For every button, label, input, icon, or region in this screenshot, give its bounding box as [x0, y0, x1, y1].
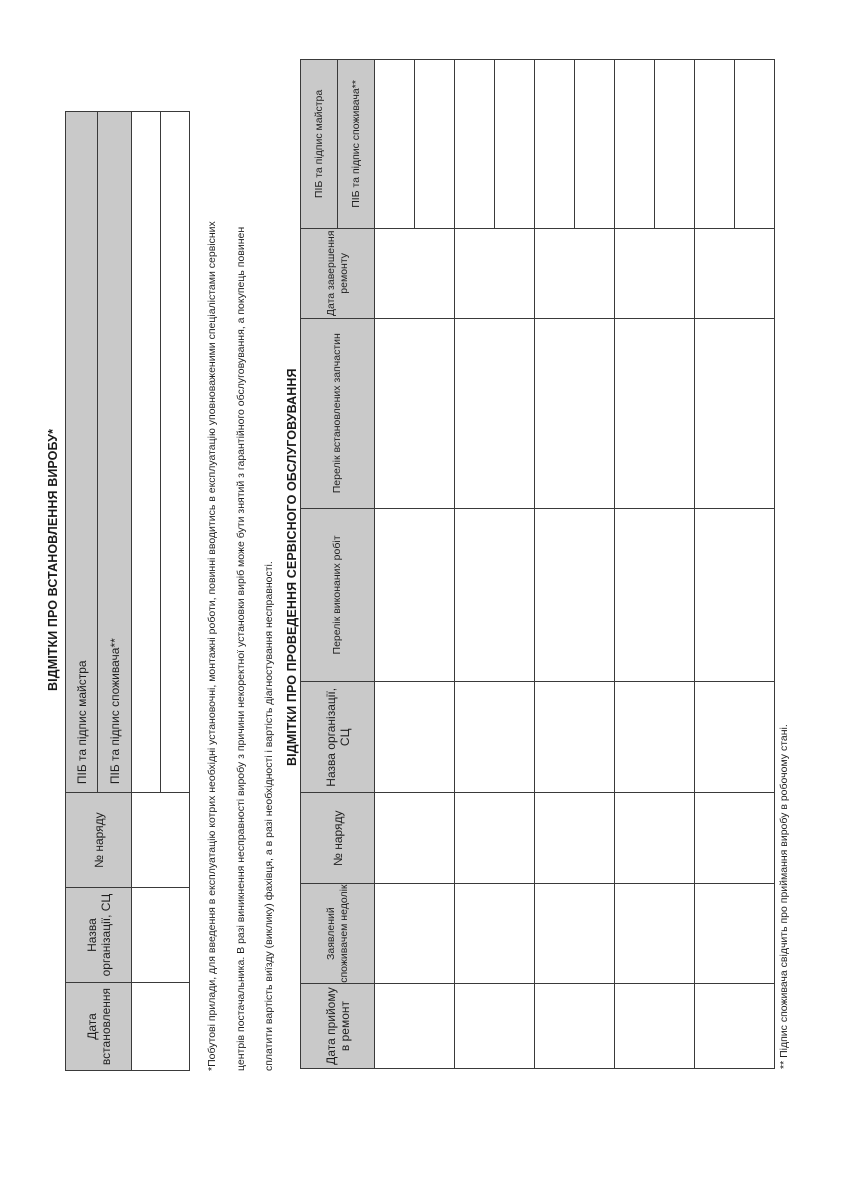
- table-row-cell[interactable]: [535, 984, 615, 1069]
- master-signature-cell[interactable]: [535, 60, 575, 229]
- table-row-cell[interactable]: [535, 508, 615, 682]
- table-row-cell[interactable]: [615, 318, 695, 508]
- header-org-name: Назва організації, СЦ: [66, 888, 132, 983]
- table-row-cell[interactable]: [615, 682, 695, 793]
- installation-table: [65, 111, 190, 1071]
- table-row-cell[interactable]: [455, 793, 535, 884]
- table-row-cell[interactable]: [375, 682, 455, 793]
- table-row-cell[interactable]: [615, 228, 695, 318]
- header-order-number: № наряду: [66, 793, 132, 888]
- header-org-name: Назва організації, СЦ: [301, 682, 375, 793]
- consumer-signature-cell[interactable]: [655, 60, 695, 229]
- table-row-cell[interactable]: [615, 884, 695, 984]
- table-row-cell[interactable]: [535, 228, 615, 318]
- consumer-signature-cell[interactable]: [415, 60, 455, 229]
- table-row-cell[interactable]: [375, 508, 455, 682]
- service-section-title: ВІДМІТКИ ПРО ПРОВЕДЕННЯ СЕРВІСНОГО ОБСЛУГОВУВАННЯ: [285, 368, 299, 766]
- install-consumer-cell[interactable]: [161, 112, 190, 793]
- header-date-received: Дата прийому в ремонт: [301, 984, 375, 1069]
- table-row-cell[interactable]: [455, 984, 535, 1069]
- table-row-cell[interactable]: [535, 318, 615, 508]
- install-order-cell[interactable]: [132, 793, 190, 888]
- table-row-cell[interactable]: [695, 793, 775, 884]
- table-row-cell[interactable]: [695, 682, 775, 793]
- table-row-cell[interactable]: [695, 318, 775, 508]
- table-row-cell[interactable]: [455, 884, 535, 984]
- table-row-cell[interactable]: [535, 884, 615, 984]
- table-row-cell[interactable]: [375, 884, 455, 984]
- header-order-number: № наряду: [301, 793, 375, 884]
- installation-section-title: ВІДМІТКИ ПРО ВСТАНОВЛЕННЯ ВИРОБУ*: [46, 428, 60, 691]
- table-row-cell[interactable]: [455, 508, 535, 682]
- table-row-cell[interactable]: [615, 508, 695, 682]
- header-declared-defect: Заявлений споживачем недолік: [301, 884, 375, 984]
- note-line-2: центрів постачальника. В разі виникнення несправності виробу з причини некоректної установки виріб може бути знятий з гарантійного обслуговування, а покупець повинен: [235, 226, 247, 1071]
- install-date-cell[interactable]: [132, 983, 190, 1071]
- service-table: [300, 59, 775, 1069]
- master-signature-cell[interactable]: [615, 60, 655, 229]
- master-signature-cell[interactable]: [695, 60, 735, 229]
- table-row-cell[interactable]: [695, 228, 775, 318]
- table-row-cell[interactable]: [695, 508, 775, 682]
- table-row-cell[interactable]: [615, 984, 695, 1069]
- table-row-cell[interactable]: [455, 318, 535, 508]
- header-install-date: Дата встановлення: [66, 983, 132, 1071]
- master-signature-cell[interactable]: [375, 60, 415, 229]
- table-row-cell[interactable]: [375, 318, 455, 508]
- master-signature-cell[interactable]: [455, 60, 495, 229]
- consumer-signature-cell[interactable]: [735, 60, 775, 229]
- header-master-signature: ПІБ та підпис майстра: [301, 60, 338, 229]
- header-master-signature: ПІБ та підпис майстра: [66, 112, 98, 793]
- header-works-list: Перелік виконаних робіт: [301, 508, 375, 682]
- header-parts-list: Перелік встановлених запчастин: [301, 318, 375, 508]
- table-row-cell[interactable]: [455, 682, 535, 793]
- table-row-cell[interactable]: [375, 984, 455, 1069]
- table-row-cell[interactable]: [375, 793, 455, 884]
- consumer-signature-cell[interactable]: [495, 60, 535, 229]
- install-master-cell[interactable]: [132, 112, 161, 793]
- header-consumer-signature: ПІБ та підпис споживача**: [98, 112, 132, 793]
- footnote: ** Підпис споживача свідчить про приймання виробу в робочому стані.: [778, 724, 790, 1069]
- note-line-1: *Побутові прилади, для введення в експлуатацію котрих необхідні установочні, монтажні роботи, повинні вводитись в експлуатацію уповноваженими спеціалістами сервісних: [206, 221, 218, 1071]
- header-consumer-signature: ПІБ та підпис споживача**: [338, 60, 375, 229]
- table-row-cell[interactable]: [375, 228, 455, 318]
- table-row-cell[interactable]: [695, 884, 775, 984]
- table-row-cell[interactable]: [535, 793, 615, 884]
- consumer-signature-cell[interactable]: [575, 60, 615, 229]
- table-row-cell[interactable]: [455, 228, 535, 318]
- table-row-cell[interactable]: [535, 682, 615, 793]
- table-row-cell[interactable]: [615, 793, 695, 884]
- header-date-completed: Дата завершення ремонту: [301, 228, 375, 318]
- note-line-3: сплатити вартість виїзду (виклику) фахівця, а в разі необхідності і вартість діагностування несправності.: [263, 561, 275, 1071]
- table-row-cell[interactable]: [695, 984, 775, 1069]
- install-org-cell[interactable]: [132, 888, 190, 983]
